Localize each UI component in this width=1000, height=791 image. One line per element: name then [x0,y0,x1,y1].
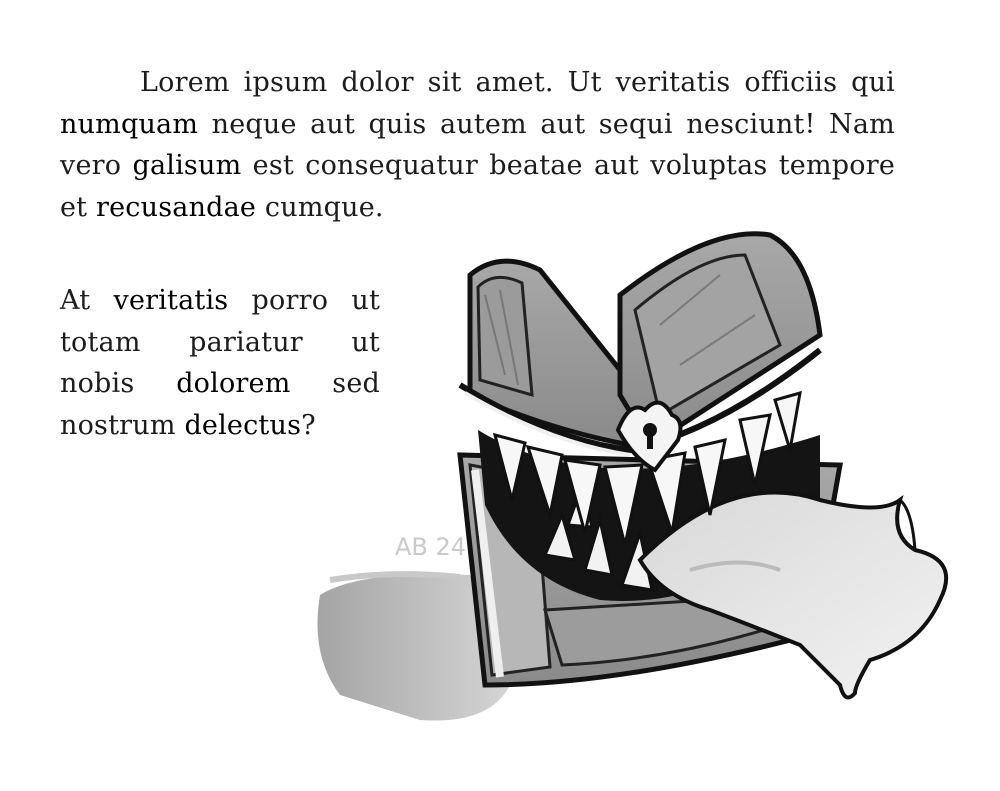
paragraph-1 [60,62,895,228]
text-segment: sed nostrum [60,368,380,441]
emphasis-segment: recusandae [96,191,257,223]
text-segment: At [60,285,114,316]
tongue [640,493,946,698]
text-segment: ? [301,409,316,441]
emphasis-segment: numquam [60,108,199,140]
text-segment: cumque. [256,191,384,223]
emphasis-segment: galisum [132,150,242,181]
emphasis-segment: veritatis [113,285,229,316]
text-segment: neque aut quis autem aut sequi nesciunt! Nam vero [60,108,895,181]
artist-signature: AB 24 [395,533,467,561]
text-segment: Lorem ipsum dolor sit amet. Ut veritatis officiis qui [140,67,895,98]
emphasis-segment: delectus [184,409,302,441]
text-segment: porro ut totam pariatur ut nobis [60,285,381,399]
text-segment: est consequatur beatae aut voluptas tempore et [60,150,895,223]
emphasis-segment: dolorem [176,368,291,399]
mimic-chest-illustration [300,215,970,760]
